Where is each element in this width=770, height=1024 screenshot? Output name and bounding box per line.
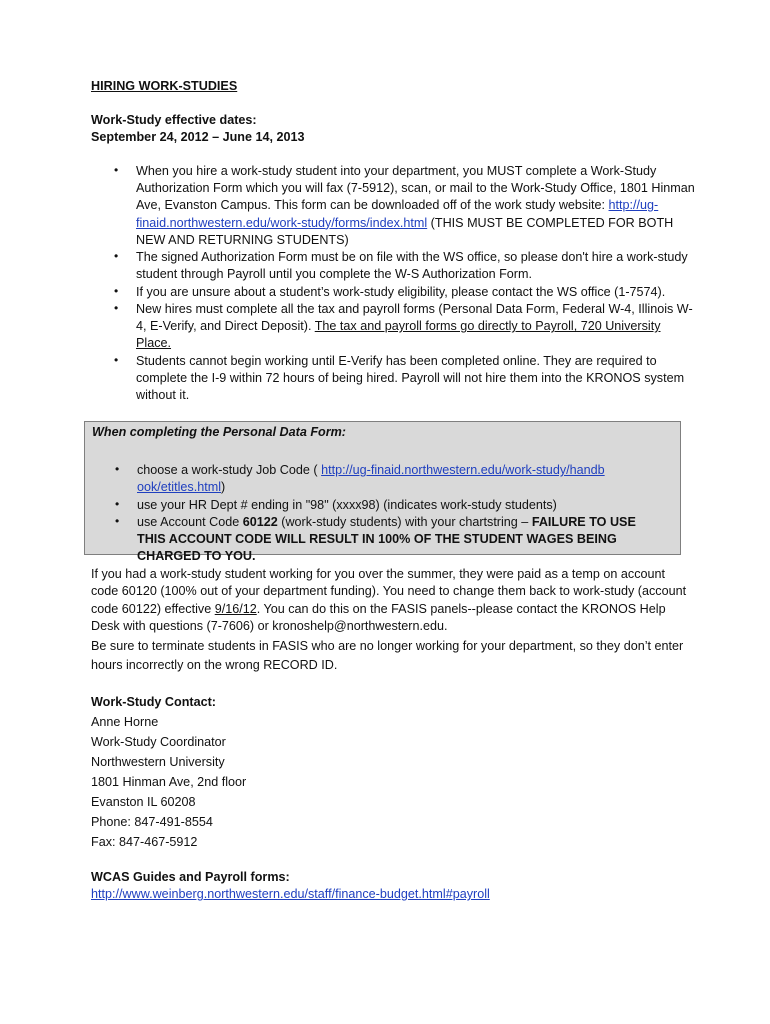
contact-phone: Phone: 847-491-8554 (91, 815, 213, 829)
bullet-marker: • (114, 284, 119, 298)
bullet-text: (THIS MUST BE COMPLETED FOR BOTH NEW AND RETURNING STUDENTS) (136, 215, 674, 247)
bullet-marker: • (114, 163, 119, 177)
box-item-hr-dept: use your HR Dept # ending in "98" (xxxx98) (indicates work-study students) (137, 498, 557, 512)
effective-dates-value: September 24, 2012 – June 14, 2013 (91, 130, 305, 144)
summer-paragraph (91, 566, 691, 635)
bullet-marker: • (114, 249, 119, 263)
account-code: 60122 (242, 515, 278, 529)
contact-fax: Fax: 847-467-5912 (91, 835, 198, 849)
contact-title: Work-Study Coordinator (91, 735, 226, 749)
contact-city: Evanston IL 60208 (91, 795, 196, 809)
contact-org: Northwestern University (91, 755, 225, 769)
bullet-item-authorization-form (136, 163, 696, 249)
box-item-account-code (137, 514, 667, 566)
bullet-marker: • (115, 462, 120, 476)
bullet-item-e-verify: Students cannot begin working until E-Verify has been completed online. They are required to complete the I-9 within 72 hours of being hired. Payroll will not hire them into the KRONOS system without it. (136, 354, 685, 403)
bullet-marker: • (115, 514, 120, 528)
bullet-item-signed-form: The signed Authorization Form must be on file with the WS office, so please don't hire a work-study student through Payroll until you complete the W-S Authorization Form. (136, 250, 688, 282)
wcas-payroll-link[interactable]: http://www.weinberg.northwestern.edu/staff/finance-budget.html#payroll (91, 887, 490, 901)
bullet-marker: • (114, 353, 119, 367)
contact-name: Anne Horne (91, 715, 159, 729)
bullet-text: choose a work-study Job Code ( (137, 463, 322, 477)
bullet-marker: • (114, 301, 119, 315)
contact-label: Work-Study Contact: (91, 695, 217, 709)
bullet-text: (work-study students) with your chartstring – (277, 515, 532, 529)
bullet-item-tax-forms (136, 301, 696, 353)
account-code-warning: FAILURE TO USE THIS ACCOUNT CODE WILL RESULT IN 100% OF THE STUDENT WAGES BEING CHARGED TO YOU. (137, 515, 636, 564)
wcas-label: WCAS Guides and Payroll forms: (91, 870, 290, 884)
page-title: HIRING WORK-STUDIES (91, 79, 238, 93)
box-item-job-code (137, 462, 607, 496)
paragraph-text: If you had a work-study student working for you over the summer, they were paid as a temp on account code 60120 (100% out of your department funding). You need to change them back to work-study (account code 60122) effective (91, 567, 687, 616)
paragraph-text: . You can do this on the FASIS panels--please contact the KRONOS Help Desk with questions (7-7606) or kronoshelp@northwestern.edu. (91, 601, 666, 633)
bullet-text: When you hire a work-study student into your department, you MUST complete a Work-Study Authorization Form which you will fax (7-5912), scan, or mail to the Work-Study Office, 1801 Hinman Ave, Evanston Campus. This form can be downloaded off of the work study website: (136, 164, 695, 213)
bullet-text: ) (221, 480, 226, 495)
effective-date: 9/16/12 (214, 601, 257, 616)
box-title: When completing the Personal Data Form: (92, 425, 347, 439)
bullet-marker: • (115, 497, 120, 511)
payroll-note: The tax and payroll forms go directly to Payroll, 720 University Place. (136, 319, 661, 351)
bullet-item-eligibility: If you are unsure about a student’s work-study eligibility, please contact the WS office (1-7574). (136, 285, 666, 299)
etitles-link[interactable]: http://ug-finaid.northwestern.edu/work-study/handbook/etitles.html (137, 463, 605, 495)
bullet-text: New hires must complete all the tax and payroll forms (Personal Data Form, Federal W-4, Illinois W-4, E-Verify, and Direct Deposit). (136, 302, 693, 334)
work-study-forms-link[interactable]: http://ug-finaid.northwestern.edu/work-study/forms/index.html (136, 198, 659, 230)
personal-data-form-box (84, 421, 681, 564)
bullet-text: use Account Code (137, 515, 243, 529)
effective-dates-label: Work-Study effective dates: (91, 113, 257, 127)
terminate-paragraph: Be sure to terminate students in FASIS who are no longer working for your department, so they don’t enter hours incorrectly on the wrong RECORD ID. (91, 639, 684, 672)
contact-address: 1801 Hinman Ave, 2nd floor (91, 775, 247, 789)
